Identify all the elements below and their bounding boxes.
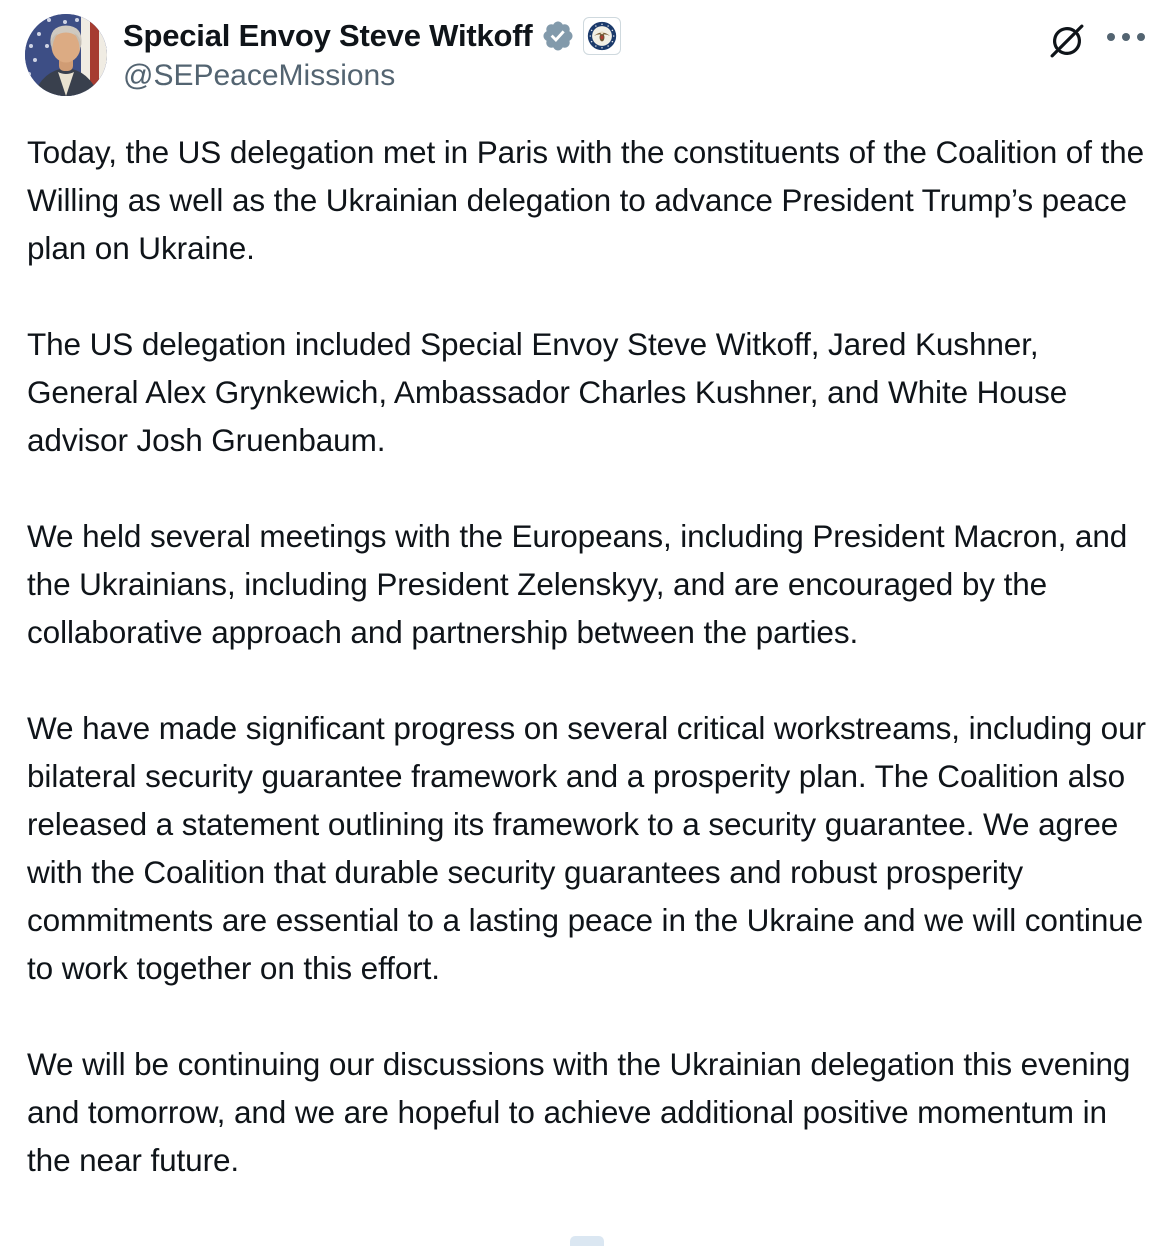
tweet-paragraph: The US delegation included Special Envoy Steve Witkoff, Jared Kushner, General Alex Grynkewich, Ambassador Charles Kushner, and White House advisor Josh Gruenbaum. [27, 326, 1068, 458]
clipped-card-top [570, 1236, 604, 1246]
tweet-text [0, 96, 1170, 1184]
verified-badge-icon [541, 19, 575, 53]
avatar[interactable] [25, 14, 107, 96]
avatar-image [25, 14, 107, 96]
grok-slash-circle-icon [1048, 20, 1086, 62]
tweet-paragraph: We held several meetings with the Europeans, including President Macron, and the Ukrainians, including President Zelenskyy, and are encouraged by the collaborative approach and partnership between the parties. [27, 518, 1128, 650]
user-handle[interactable]: @SEPeaceMissions [123, 59, 396, 92]
tweet-header [0, 0, 1170, 96]
tweet-paragraph: We have made significant progress on several critical workstreams, including our bilateral security guarantee framework and a prosperity plan. The Coalition also released a statement outlining its framework to a security guarantee. We agree with the Coalition that durable security guarantees and robust prosperity commitments are essential to a lasting peace in the Ukraine and we will continue to work together on this effort. [27, 710, 1146, 986]
display-name[interactable]: Special Envoy Steve Witkoff [123, 18, 533, 53]
header-actions [1048, 14, 1146, 62]
tweet-paragraph: We will be continuing our discussions with the Ukrainian delegation this evening and tomorrow, and we are hopeful to achieve additional positive momentum in the near future. [27, 1046, 1131, 1178]
affiliate-badge-state-department[interactable] [583, 17, 621, 55]
name-row [123, 16, 1048, 56]
ellipsis-more-icon [1106, 32, 1146, 42]
us-state-department-seal-icon [585, 19, 619, 53]
grok-actions-button[interactable] [1048, 20, 1086, 62]
more-menu-button[interactable] [1106, 20, 1146, 42]
user-block [123, 14, 1048, 94]
tweet-paragraph: Today, the US delegation met in Paris with the constituents of the Coalition of the Willing as well as the Ukrainian delegation to advance President Trump’s peace plan on Ukraine. [27, 134, 1145, 266]
